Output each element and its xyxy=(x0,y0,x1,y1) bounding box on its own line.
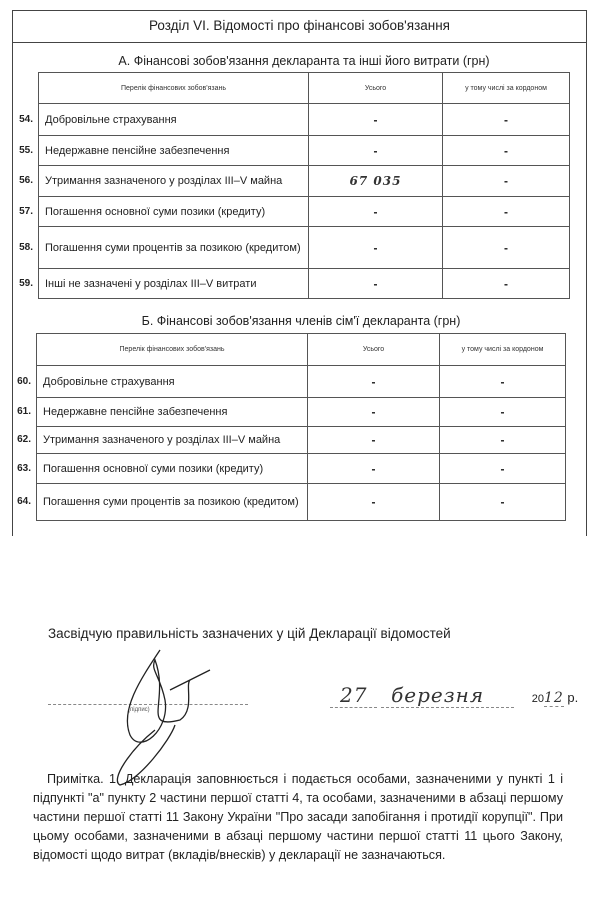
date-suffix: р. xyxy=(567,690,579,705)
date-year-prefix: 20 xyxy=(531,693,544,705)
row-abroad: - xyxy=(440,454,566,484)
row-number: 59. xyxy=(19,277,33,289)
signature-label: (підпис) xyxy=(128,707,150,713)
row-abroad: - xyxy=(443,136,570,166)
row-label-text: Недержавне пенсійне забезпечення xyxy=(43,406,228,418)
header-abroad: у тому числі за кордоном xyxy=(440,334,566,366)
row-total: - xyxy=(308,454,440,484)
header-total: Усього xyxy=(309,73,443,104)
row-label-text: Утримання зазначеного у розділах III–V майна xyxy=(43,434,281,446)
row-abroad: - xyxy=(443,104,570,136)
table-row xyxy=(37,484,566,521)
row-total: - xyxy=(309,197,443,227)
row-label-text: Недержавне пенсійне забезпечення xyxy=(45,144,230,157)
table-row xyxy=(39,227,570,269)
row-abroad: - xyxy=(440,366,566,398)
certification-text: Засвідчую правильність зазначених у цій Декларації відомостей xyxy=(48,626,451,641)
section-b-title: Б. Фінансові зобов'язання членів сім'ї декларанта (грн) xyxy=(141,314,461,328)
row-label xyxy=(17,484,308,521)
row-total: - xyxy=(308,427,440,454)
header-list: Перелік фінансових зобов'язань xyxy=(39,73,309,104)
row-abroad: - xyxy=(443,197,570,227)
header-list: Перелік фінансових зобов'язань xyxy=(37,334,308,366)
section-b-table xyxy=(17,333,566,521)
row-label-text: Погашення основної суми позики (кредиту) xyxy=(45,205,266,218)
row-number: 55. xyxy=(19,144,33,156)
row-label xyxy=(19,269,309,299)
table-header xyxy=(39,73,570,104)
row-number: 64. xyxy=(17,496,31,507)
row-label xyxy=(17,427,308,454)
row-total: 67 035 xyxy=(309,166,443,197)
row-label xyxy=(19,104,309,136)
row-label-text: Погашення суми процентів за позикою (кредитом) xyxy=(45,241,301,254)
row-number: 62. xyxy=(17,434,31,445)
row-label xyxy=(19,197,309,227)
row-abroad: - xyxy=(443,166,570,197)
row-abroad: - xyxy=(440,427,566,454)
table-row xyxy=(37,427,566,454)
row-total: - xyxy=(309,104,443,136)
row-label-text: Погашення основної суми позики (кредиту) xyxy=(43,462,264,475)
table-header xyxy=(37,334,566,366)
row-number: 61. xyxy=(17,406,31,417)
header-total: Усього xyxy=(308,334,440,366)
date-day: 27 xyxy=(330,683,377,708)
table-row xyxy=(37,454,566,484)
note-paragraph: Примітка. 1. Декларація заповнюється і подається особами, зазначеними у пункті 1 і підпункті "а" пункту 2 частини першої статті 4, та особами, зазначеними в абзаці першому частини першої статті 11 Закону України "Про засади запобігання і протидії корупції". При цьому особами, зазначеними в абзаці першому частини першої статті 11 цього Закону, відомості щодо витрат (вкладів/внесків) у декларації не зазначаються. xyxy=(33,772,563,862)
row-abroad: - xyxy=(443,227,570,269)
row-total: - xyxy=(309,269,443,299)
date-year-suffix: 12 xyxy=(543,690,564,706)
row-total: - xyxy=(308,366,440,398)
row-label xyxy=(17,398,308,427)
row-label xyxy=(19,227,309,269)
row-number: 54. xyxy=(19,113,33,125)
row-number: 56. xyxy=(19,175,33,186)
row-abroad: - xyxy=(440,398,566,427)
date xyxy=(330,683,578,707)
table-row xyxy=(37,366,566,398)
row-total: - xyxy=(309,136,443,166)
row-label-text: Погашення суми процентів за позикою (кредитом) xyxy=(43,496,299,508)
row-label-text: Добровільне страхування xyxy=(45,113,177,126)
row-label xyxy=(19,166,309,197)
date-month: березня xyxy=(381,683,514,708)
table-row xyxy=(39,269,570,299)
row-label-text: Добровільне страхування xyxy=(43,375,175,388)
signature-image xyxy=(100,640,230,790)
table-row xyxy=(39,104,570,136)
table-row xyxy=(37,398,566,427)
row-total: - xyxy=(309,227,443,269)
section-a-table xyxy=(19,72,570,299)
row-abroad: - xyxy=(440,484,566,521)
row-label-text: Інші не зазначені у розділах III–V витрати xyxy=(45,277,257,290)
row-label-text: Утримання зазначеного у розділах III–V майна xyxy=(45,175,283,187)
row-number: 58. xyxy=(19,241,33,253)
row-label xyxy=(17,366,308,398)
section-a-title: А. Фінансові зобов'язання декларанта та інші його витрати (грн) xyxy=(118,54,490,68)
header-abroad: у тому числі за кордоном xyxy=(443,73,570,104)
section-title: Розділ VI. Відомості про фінансові зобов'язання xyxy=(12,10,587,43)
row-number: 63. xyxy=(17,462,31,474)
row-total: - xyxy=(308,484,440,521)
row-abroad: - xyxy=(443,269,570,299)
row-label xyxy=(17,454,308,484)
table-row xyxy=(39,166,570,197)
row-number: 60. xyxy=(17,375,31,387)
row-label xyxy=(19,136,309,166)
row-total: - xyxy=(308,398,440,427)
row-number: 57. xyxy=(19,205,33,217)
table-row xyxy=(39,136,570,166)
table-row xyxy=(39,197,570,227)
